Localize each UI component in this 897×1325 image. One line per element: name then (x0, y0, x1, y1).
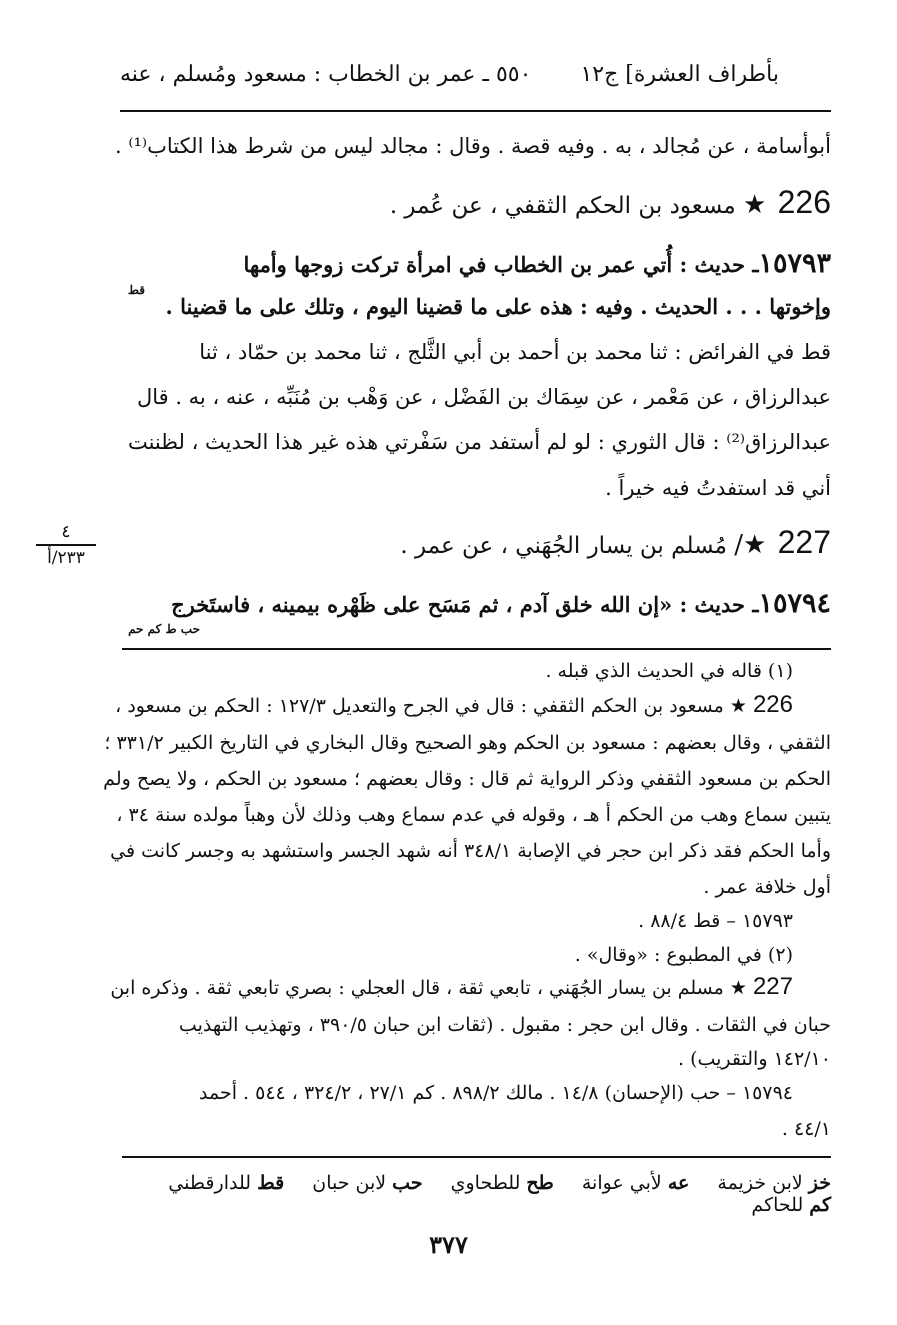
margin-note-bottom: ٢٣٣/أ (47, 548, 85, 568)
reference-15794-line: ٤٤/١ . (781, 1118, 831, 1140)
abbreviation-code: خز (808, 1172, 831, 1194)
margin-folio-note (36, 522, 96, 568)
hadith-text: ـ حديث : «إن الله خلق آدم ، ثم مَسَح على ظَهْره بيمينه ، فاستَخرج (171, 592, 759, 617)
footnote-line: أول خلافة عمر . (703, 876, 831, 898)
abbreviation-item (717, 1172, 831, 1194)
footnote-rule (122, 648, 831, 650)
paragraph-line: قط في الفرائض : ثنا محمد بن أحمد بن أبي الثَّلج ، ثنا محمد بن حمّاد ، ثنا (199, 340, 831, 364)
narrator-name: مسعود بن الحكم الثقفي ، عن عُمر . (389, 193, 736, 219)
footnote-line: الثقفي ، وقال بعضهم : مسعود بن الحكم وهو الصحيح وقال البخاري في التاريخ الكبير ٣٣١/٢ ؛ (104, 732, 831, 754)
abbreviation-key (120, 1172, 831, 1216)
paragraph-line: أني قد استفدتُ فيه خيراً . (605, 476, 831, 500)
star-icon: ★/ (734, 530, 767, 560)
hadith-sigla: حب ط كم حم (128, 622, 200, 636)
reference-15793: ١٥٧٩٣ – قط ٨٨/٤ . (638, 910, 793, 932)
paragraph-line: عبدالرزاق⁽²⁾ : قال الثوري : لو لم أستفد من سَفْرتي هذه غير هذا الحديث ، لظننت (127, 430, 831, 454)
body-line: أبوأسامة ، عن مُجالد ، به . وفيه قصة . وقال : مجالد ليس من شرط هذا الكتاب⁽¹⁾ . (114, 134, 831, 158)
abbreviation-code: حب (392, 1172, 423, 1194)
paragraph-line: عبدالرزاق ، عن مَعْمر ، عن سِمَاك بن الفَضْل ، عن وَهْب بن مُنَبِّه ، عنه ، به . قال (136, 385, 831, 409)
footnote-line: يتبين سماع وهب من الحكم أ هـ ، وقوله في عدم سماع وهب وذلك لأن وهباً مولده سنة ٣٤ ، (116, 804, 831, 826)
abbreviation-name: لابن خزيمة (717, 1172, 803, 1194)
footnote-line: وأما الحكم فقد ذكر ابن حجر في الإصابة ٣٤٨/١ أنه شهد الجسر واستشهد به وجسر كانت في (110, 840, 831, 862)
abbreviation-code: كم (809, 1194, 831, 1216)
footnote-text: مسعود بن الحكم الثقفي : قال في الجرح والتعديل ١٢٧/٣ : الحكم بن مسعود ، (115, 695, 724, 717)
hadith-15793-line2: وإخوتها . . . الحديث . وفيه : هذه على ما قضينا اليوم ، وتلك على ما قضينا . (165, 294, 831, 319)
footnote-1: (١) قاله في الحديث الذي قبله . (545, 660, 793, 682)
footnote-line: ١٤٢/١٠ والتقريب) . (678, 1048, 831, 1070)
hadith-number: ١٥٧٩٤ (758, 588, 831, 619)
abbreviation-code: طح (526, 1172, 554, 1194)
abbreviation-code: عه (667, 1172, 690, 1194)
abbreviation-item (451, 1172, 554, 1194)
abbreviations-rule (122, 1156, 831, 1158)
footnote-227-line (110, 973, 793, 1001)
entry-number: 226 (777, 184, 831, 220)
footnote-line: حبان في الثقات . وقال ابن حجر : مقبول . (ثقات ابن حبان ٣٩٠/٥ ، وتهذيب التهذيب (178, 1014, 831, 1036)
footnote-entry-number: 226 (752, 691, 793, 718)
entry-number: 227 (777, 524, 831, 560)
hadith-sigla: قط (127, 283, 145, 297)
abbreviation-item (168, 1172, 284, 1194)
footnote-226-line (115, 691, 793, 719)
abbreviation-item (582, 1172, 689, 1194)
page-number: ٣٧٧ (429, 1230, 468, 1259)
narrator-name: مُسلم بن يسار الجُهَني ، عن عمر . (400, 533, 727, 559)
footnote-2: (٢) في المطبوع : «وقال» . (574, 944, 793, 966)
star-icon: ★ (729, 977, 747, 999)
star-icon: ★ (729, 695, 747, 717)
abbreviation-item (751, 1194, 831, 1216)
footnote-entry-number: 227 (752, 973, 793, 1000)
abbreviation-name: للحاكم (751, 1194, 804, 1216)
entry-227-heading (122, 524, 831, 561)
margin-note-top: ٤ (61, 522, 71, 542)
abbreviation-code: قط (257, 1172, 285, 1194)
hadith-15794-line1 (122, 588, 831, 619)
abbreviation-name: للدارقطني (168, 1172, 252, 1194)
star-icon: ★ (742, 190, 767, 220)
abbreviation-name: للطحاوي (450, 1172, 521, 1194)
running-header (120, 62, 779, 98)
footnote-line: الحكم بن مسعود الثقفي وذكر الرواية ثم قال : وقال بعضهم ؛ مسعود بن الحكم ، ولا يصح ولم (103, 768, 831, 790)
abbreviation-name: لأبي عوانة (581, 1172, 662, 1194)
margin-note-divider (36, 544, 96, 546)
hadith-15793-line1 (122, 248, 831, 279)
reference-15794-line: ١٥٧٩٤ – حب (الإحسان) ١٤/٨ . مالك ٨٩٨/٢ . كم ٢٧/١ ، ٣٢٤/٢ ، ٥٤٤ . أحمد (199, 1082, 793, 1104)
entry-226-heading (122, 184, 831, 221)
hadith-number: ١٥٧٩٣ (758, 248, 831, 279)
hadith-text: ـ حديث : أُتي عمر بن الخطاب في امرأة تركت زوجها وأمها (243, 252, 759, 277)
abbreviation-item (312, 1172, 422, 1194)
abbreviation-name: لابن حبان (312, 1172, 387, 1194)
header-rule (120, 110, 831, 112)
footnote-text: مسلم بن يسار الجُهَني ، تابعي ثقة ، قال العجلي : بصري تابعي ثقة . وذكره ابن (110, 977, 724, 999)
header-section-title: ٥٥٠ ـ عمر بن الخطاب : مسعود ومُسلم ، عنه (120, 62, 532, 87)
header-book-title: بأطراف العشرة] ج١٢ (580, 62, 779, 87)
